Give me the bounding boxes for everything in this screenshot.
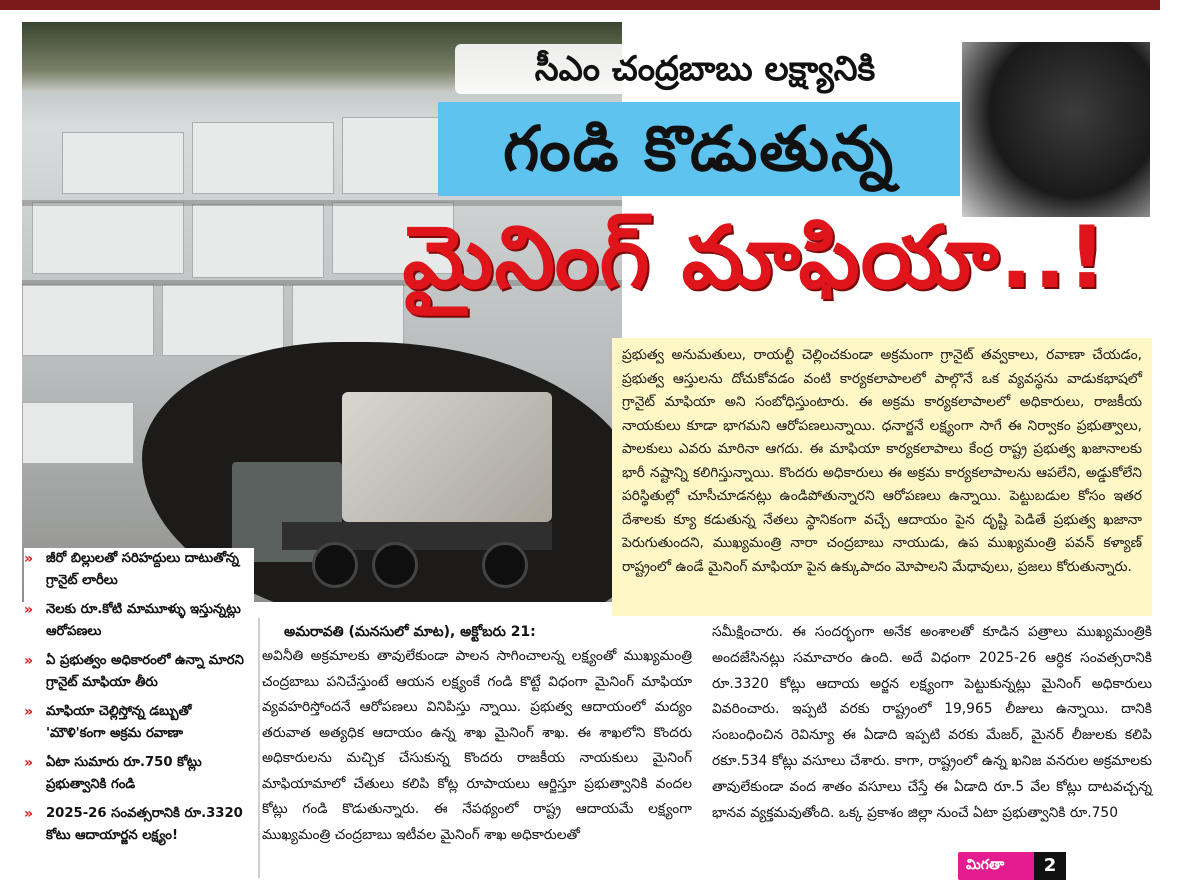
double-chevron-right-icon: » [24,704,34,720]
double-chevron-right-icon: » [24,755,34,771]
granite-block [192,122,334,194]
top-border-bar [0,0,1160,10]
highlight-item [24,701,254,745]
continued-page-number: 2 [1034,852,1066,880]
highlights-sidebar [24,548,254,888]
headline-line1: సీఎం చంద్రబాబు లక్ష్యానికి [455,44,955,94]
highlight-item [24,599,254,643]
granite-block [162,284,284,356]
continued-label: మిగతా [966,856,1005,873]
granite-block [62,132,184,194]
highlight-text: 2025-26 సంవత్సరానికి రూ.3320 కోటు ఆదాయార్జన లక్ష్యం! [46,806,243,843]
body-column-1: అవినీతి అక్రమాలకు తావులేకుండా పాలన సాగించాలన్న లక్ష్యంతో ముఖ్యమంత్రి చంద్రబాబు పనిచేస్తుంటే ఆయన లక్ష్యంకే గండి కొట్టే విధంగా మైనింగ్ మాఫియా వ్యవహరిస్తోందనే ఆరోపణలు వినిపిస్తు న్నాయి. ప్రభుత్వ ఆదాయంలో మద్యం తరువాత అత్యధిక ఆదాయం ఉన్న శాఖ మైనింగ్ శాఖ. ఈ శాఖలోని కొందరు అధికారులను మచ్చిక చేసుకున్న కొందరు రాజకీయ నాయకులు మైనింగ్ మాఫియామాలో చేతులు కలిపి కోట్ల రూపాయలు ఆర్జిస్తూ ప్రభుత్వానికి వందల కోట్లు గండి కొడుతున్నారు. ఈ నేపథ్యంలో రాష్ట్ర ఆదాయమే లక్ష్యంగా ముఖ్యమంత్రి చంద్రబాబు ఇటీవల మైనింగ్ శాఖ అధికారులతో [262,648,692,843]
double-chevron-right-icon: » [24,551,34,567]
column-divider [258,618,260,878]
highlight-text: ఏటా సుమారు రూ.750 కోట్లు ప్రభుత్వానికి గండి [46,755,202,792]
headline-line3: మైనింగ్ మాఫియా..! [402,208,1108,308]
highlight-text: నెలకు రూ.కోటి మామూళ్ళు ఇస్తున్నట్లు ఆరోపణలు [46,602,241,639]
granite-block [22,402,134,464]
double-chevron-right-icon: » [24,806,34,822]
highlight-item [24,752,254,796]
dateline: అమరావతి (మనసులో మాట), అక్టోబరు 21: [284,624,536,640]
highlight-item [24,650,254,694]
truck-wheel [312,542,358,588]
body-column-2: సమీక్షించారు. ఈ సందర్భంగా అనేక అంశాలతో కూడిన పత్రాలు ముఖ్యమంత్రికి అందజేసినట్లు సమాచారం ఉంది. అదే విధంగా 2025-26 ఆర్ధిక సంవత్సరానికి రూ.3320 కోట్లు ఆదాయ అర్జన లక్ష్యంగా పెట్టుకున్నట్లు మైనింగ్ అధికారులు వివరించారు. ఇప్పటి వరకు రాష్ట్రంలో 19,965 లీజులు ఉన్నాయి. దానికి సంబంధించిన రెవిన్యూ ఈ ఏడాది ఇప్పటి వరకు మేజర్, మైనర్ లీజులకు కలిపి రకూ.534 కోట్లు వసూలు చేశారు. కాగా, రాష్ట్రంలో ఉన్న ఖనిజ వనరుల అక్రమాలకు తావులేకుండా వంద శాతం వసూలు చేస్తే ఈ ఏడాది రూ.5 వేల కోట్లు దాటవచ్చన్న భానవ వ్యక్తమవుతోంది. ఒక్క ప్రకాశం జిల్లా నుంచే ఏటా ప్రభుత్వానికి రూ.750 [712,624,1152,821]
bribe-hand-photo [962,42,1150,217]
highlight-text: మాఫియా చెల్లిస్తోన్న డబ్బుతో 'మౌళి'కంగా అక్రమ రవాణా [46,704,192,741]
highlight-text: జీరో బిల్లులతో సరిహద్దులు దాటుతోన్న గ్రానైట్ లారీలు [46,551,239,588]
granite-block [22,284,154,356]
highlight-item [24,803,254,847]
double-chevron-right-icon: » [24,602,34,618]
granite-truck [222,392,552,602]
highlight-item [24,548,254,592]
granite-block [32,202,184,274]
continued-badge [958,852,1066,880]
truck-wheel [372,542,418,588]
truck-wheel [482,542,528,588]
truck-tarp-cargo [342,392,552,522]
headline-line2: గండి కొడుతున్న [438,102,960,196]
highlight-text: ఏ ప్రభుత్వం అధికారంలో ఉన్నా మారని గ్రానైట్ మాఫియా తీరు [46,653,244,690]
lead-paragraph: ప్రభుత్వ అనుమతులు, రాయల్టీ చెల్లించకుండా అక్రమంగా గ్రానైట్ తవ్వకాలు, రవాణా చేయడం, ప్రభుత్వ ఆస్తులను దోచుకోవడం వంటి కార్యకలాపాలలో పాల్గొనే ఒక వ్యవస్థను వాడుకభాషలో గ్రానైట్ మాఫియా అని సంబోధిస్తుంటారు. ఈ అక్రమ కార్యకలాపాలలో అధికారులు, రాజకీయ నాయకులు కూడా భాగమని ఆరోపణలున్నాయి. ధనార్జనే లక్ష్యంగా సాగే ఈ నిర్వాకం ప్రభుత్వాలు, పాలకులు ఎవరు మారినా ఆగదు. ఈ మాఫియా కార్యకలాపాలు కేంద్ర రాష్ట్ర ప్రభుత్వ ఖజానాలకు భారీ నష్టాన్ని కలిగిస్తున్నాయి. కొందరు అధికారులు ఈ అక్రమ కార్యకలాపాలను ఆపలేని, అడ్డుకోలేని పరిస్థితుల్లో చూసీచూడనట్లు ఉండిపోతున్నారని ఆరోపణలు ఉన్నాయి. పెట్టుబడుల కోసం ఇతర దేశాలకు క్యూ కడుతున్న నేతలు స్థానికంగా వచ్చే ఆదాయం పైన దృష్టి పెడితే ప్రభుత్వ ఖజానా పెరుగుతుందని, ముఖ్యమంత్రి నారా చంద్రబాబు నాయుడు, ఉప ముఖ్యమంత్రి పవన్ కళ్యాణ్ రాష్ట్రంలో ఉండే మైనింగ్ మాఫియా పైన ఉక్కుపాదం మోపాలని మేధావులు, ప్రజలు కోరుతున్నారు. [612,338,1152,616]
double-chevron-right-icon: » [24,653,34,669]
granite-block [192,204,324,278]
